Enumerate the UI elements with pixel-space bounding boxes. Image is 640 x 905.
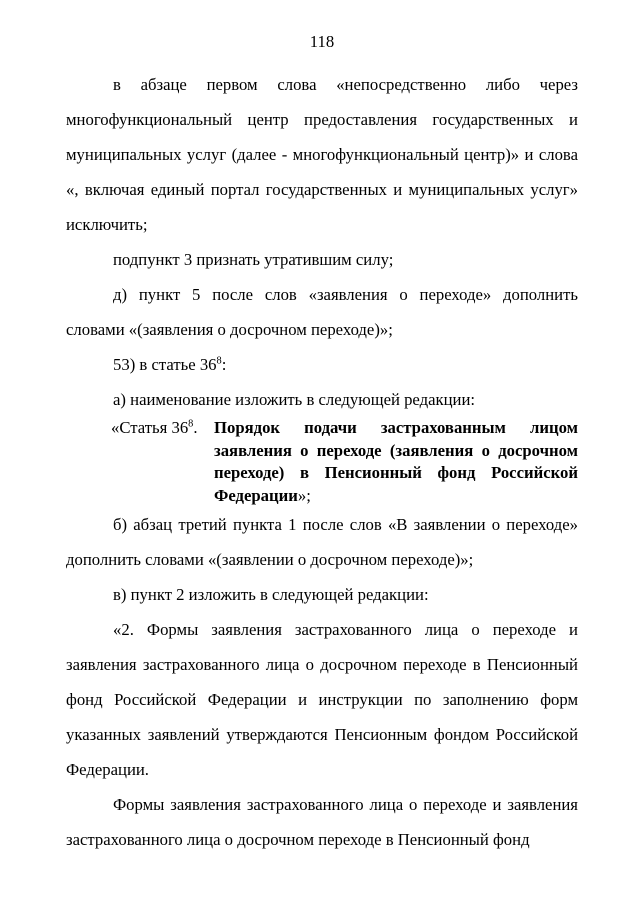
paragraph-item-a: а) наименование изложить в следующей редакции:	[113, 390, 476, 409]
paragraph-abzats-amendment: в абзаце первом слова «непосредственно либо через многофункциональный центр предоставления государственных и муниципальных услуг (далее - многофункциональный центр)» и слова «, включая единый портал государственных и муниципальных услуг» исключить;	[66, 75, 578, 234]
article-heading-title	[214, 417, 578, 507]
article-heading-label	[111, 417, 214, 507]
paragraph-item-v: в) пункт 2 изложить в следующей редакции:	[113, 585, 429, 604]
paragraph-item-b: б) абзац третий пункта 1 после слов «В заявлении о переходе» дополнить словами «(заявлении о досрочном переходе)»;	[66, 515, 578, 569]
paragraph-point-2-first: «2. Формы заявления застрахованного лица о переходе и заявления застрахованного лица о досрочном переходе в Пенсионный фонд Российской Федерации и инструкции по заполнению форм указанных заявлений утверждаются Пенсионным фондом Российской Федерации.	[66, 620, 578, 779]
article-label-superscript: 8	[188, 418, 194, 430]
item-53-text: 53) в статье 36	[113, 355, 217, 374]
paragraph-item-53	[66, 347, 578, 382]
paragraph-item-d: д) пункт 5 после слов «заявления о переходе» дополнить словами «(заявления о досрочном переходе)»;	[66, 285, 578, 339]
article-label-text: «Статья 36	[111, 418, 189, 437]
item-53-superscript: 8	[216, 355, 222, 367]
article-title-text: Порядок подачи застрахованным лицом заявления о переходе (заявления о досрочном переходе) в Пенсионный фонд Российской Федерации	[214, 418, 578, 505]
article-label-period: .	[193, 418, 198, 437]
document-content	[66, 67, 578, 857]
article-title-closing: »;	[297, 485, 311, 505]
item-53-colon: :	[221, 355, 227, 374]
paragraph-point-2-second: Формы заявления застрахованного лица о переходе и заявления застрахованного лица о досрочном переходе в Пенсионный фонд	[66, 795, 578, 849]
article-heading	[111, 417, 578, 507]
page-number: 118	[309, 32, 335, 51]
paragraph-podpunkt-3: подпункт 3 признать утратившим силу;	[113, 250, 394, 269]
